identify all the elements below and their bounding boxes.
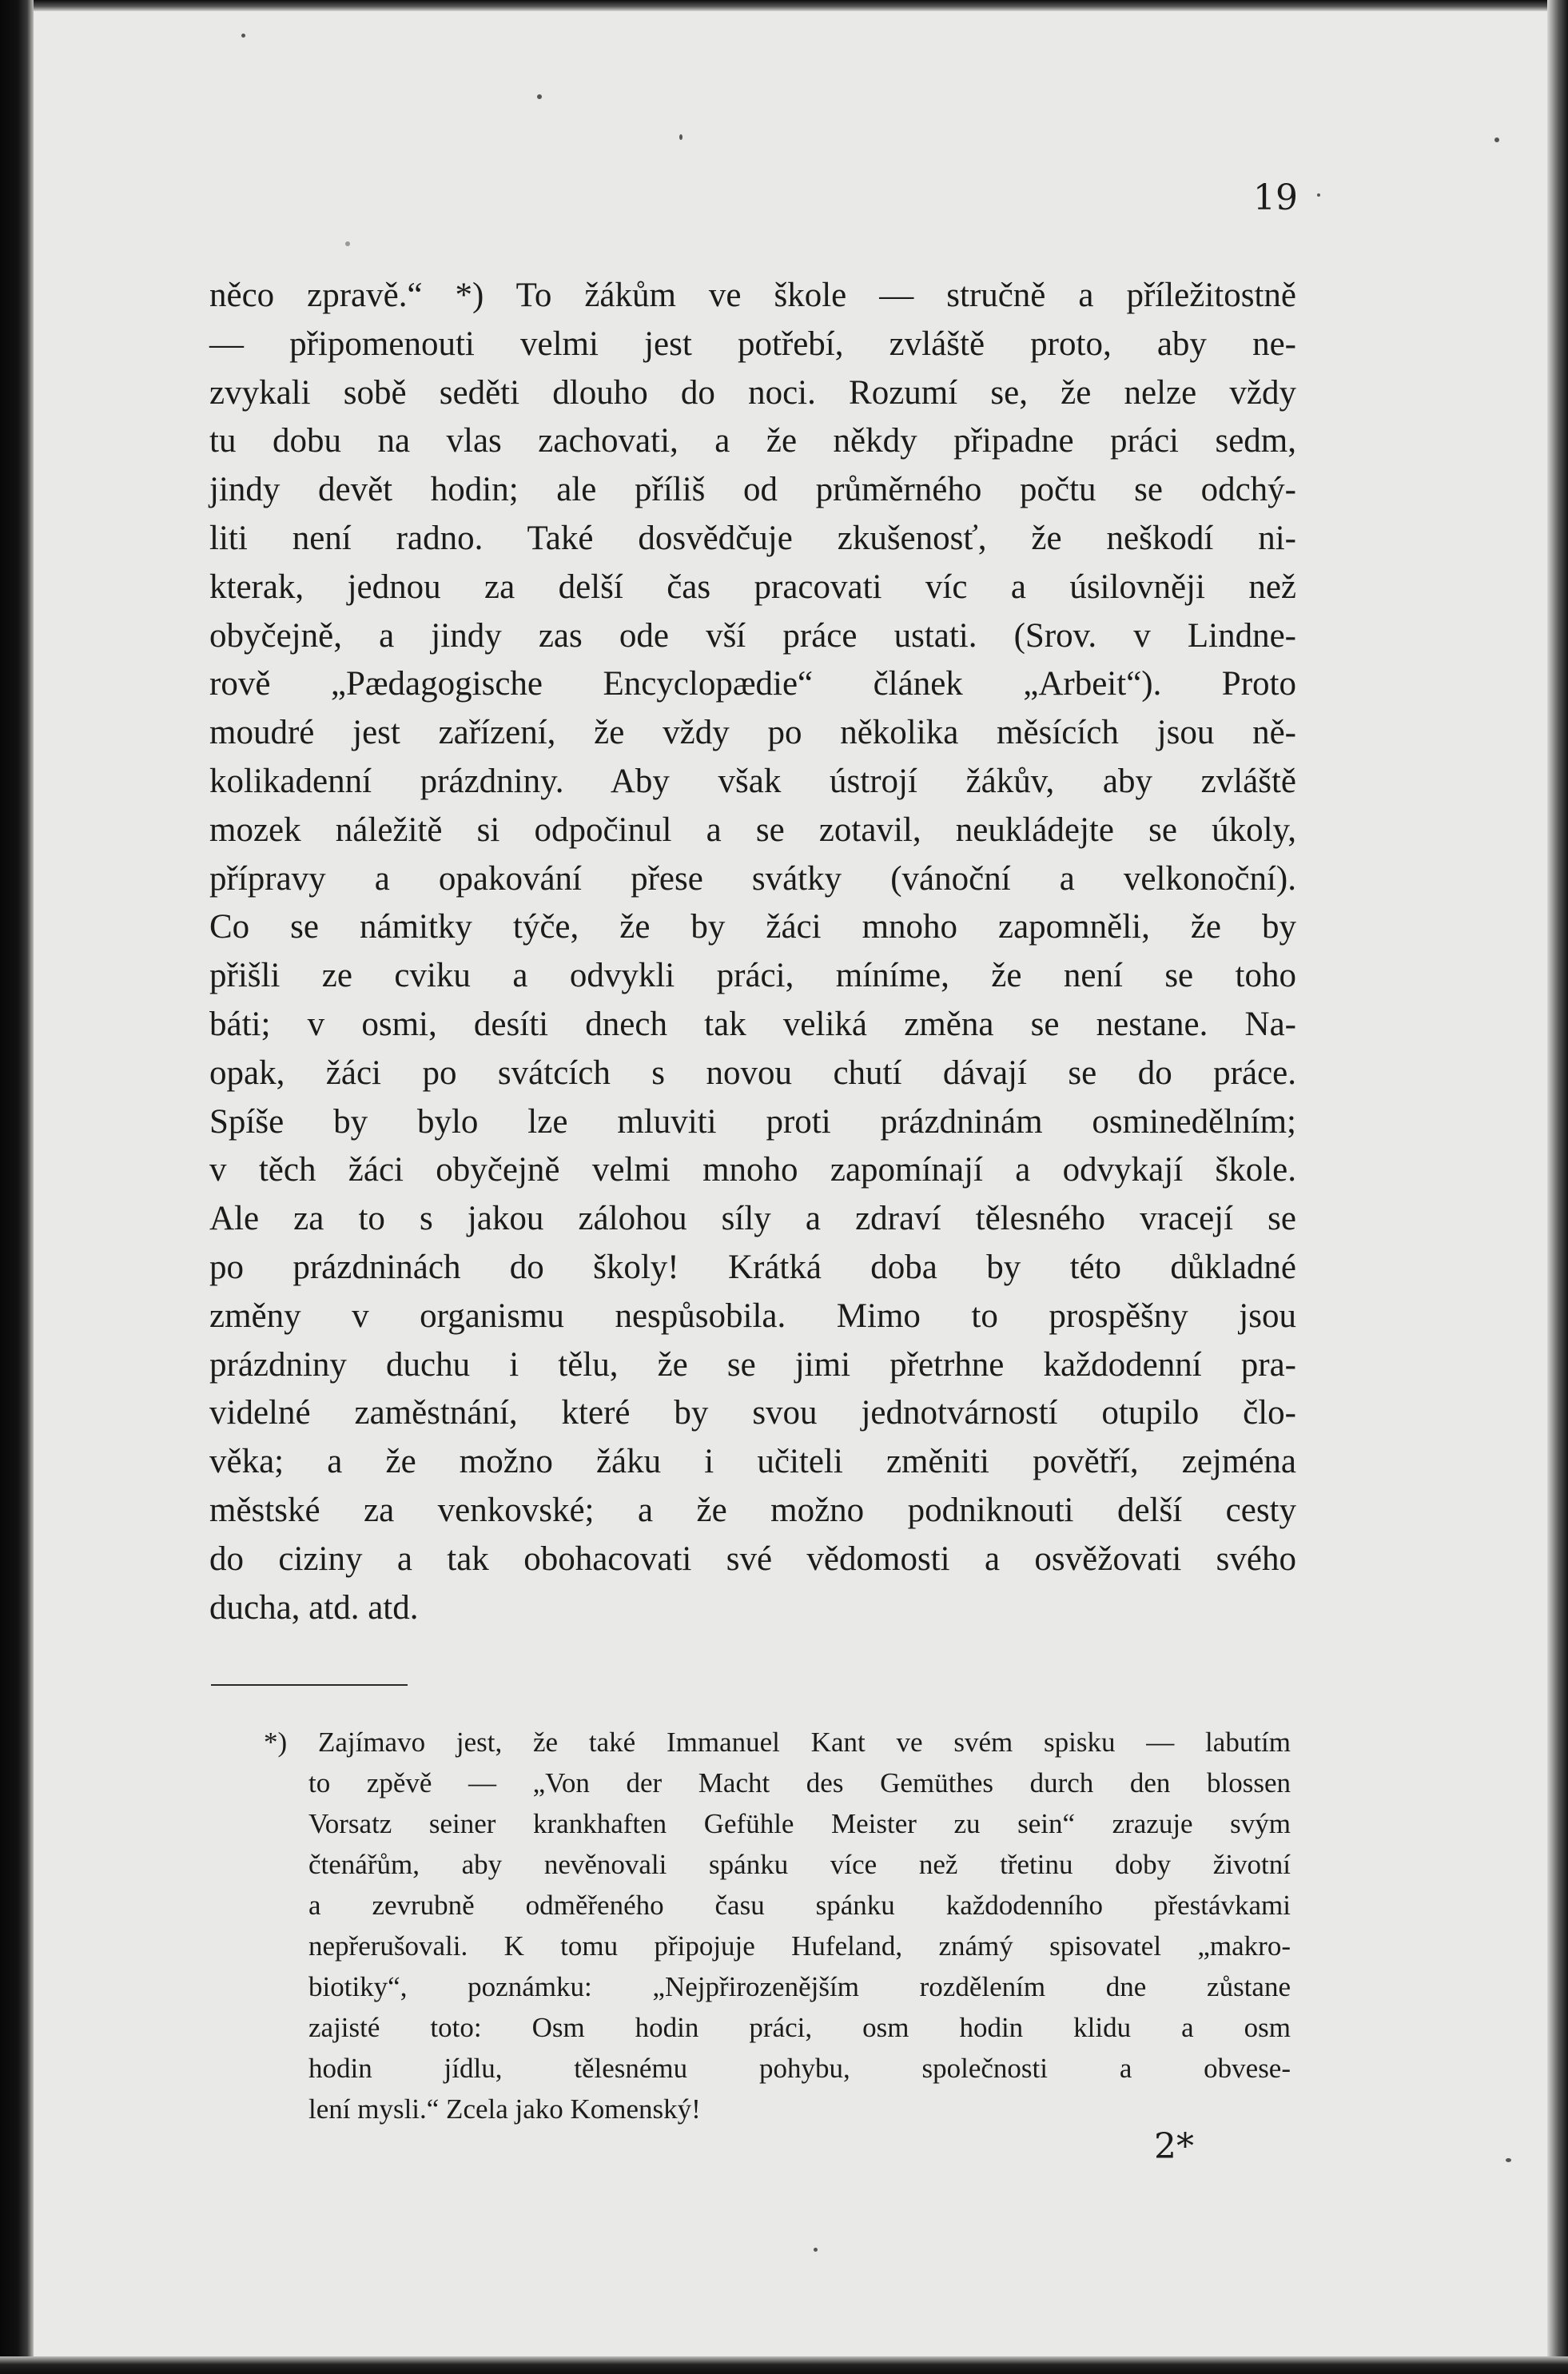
body-line: něco zpravě.“ *) To žákům ve škole — stručně a příležitostně [209,277,1296,314]
body-line: kolikadenní prázdniny. Aby však ústrojí žákův, aby zvláště [209,762,1296,800]
scan-speck [814,2248,818,2252]
page-bottom-edge [0,2356,1568,2374]
footnote-line: čtenářům, aby nevěnovali spánku více než třetinu doby životní [308,1849,1291,1880]
body-line: kterak, jednou za delší čas pracovati víc a úsilovněji než [209,568,1296,606]
body-line: do ciziny a tak obohacovati své vědomosti a osvěžovati svého [209,1540,1296,1578]
body-line: obyčejně, a jindy zas ode vší práce ustati. (Srov. v Lindne- [209,616,1296,655]
body-line: prázdniny duchu i tělu, že se jimi přetrhne každodenní pra- [209,1345,1296,1384]
page-top-edge [0,0,1568,11]
scan-speck [537,94,542,99]
body-line: Spíše by bylo lze mluviti proti prázdninám osminedělním; [209,1102,1296,1141]
scan-speck [679,134,683,140]
body-paragraph [209,272,1296,1632]
body-line: Ale za to s jakou zálohou síly a zdraví tělesného vracejí se [209,1200,1296,1238]
body-line: změny v organismu nespůsobila. Mimo to prospěšny jsou [209,1297,1296,1335]
body-line: rově „Pædagogische Encyclopædie“ článek „Arbeit“). Proto [209,665,1296,703]
footnote [264,1722,1291,2129]
body-line: v těch žáci obyčejně velmi mnoho zapomínají a odvykají škole. [209,1151,1296,1189]
page-right-edge [1547,0,1568,2374]
scan-speck [1506,2158,1511,2162]
body-line: — připomenouti velmi jest potřebí, zvláště proto, aby ne- [209,325,1296,363]
body-line: moudré jest zařízení, že vždy po několika měsících jsou ně- [209,714,1296,752]
body-line: mozek náležitě si odpočinul a se zotavil, neukládejte se úkoly, [209,811,1296,849]
body-line: přípravy a opakování přese svátky (vánoční a velkonoční). [209,859,1296,898]
body-line: městské za venkovské; a že možno podniknouti delší cesty [209,1491,1296,1529]
body-line-last: ducha, atd. atd. [209,1588,419,1627]
footnote-line: biotiky“, poznámku: „Nejpřirozenějším rozdělením dne zůstane [308,1971,1291,2002]
body-line: videlné zaměstnání, které by svou jednotvárností otupilo člo- [209,1394,1296,1432]
body-line: báti; v osmi, desíti dnech tak veliká změna se nestane. Na- [209,1005,1296,1043]
body-line: tu dobu na vlas zachovati, a že někdy připadne práci sedm, [209,422,1296,460]
footnote-divider [211,1684,408,1686]
footnote-line: nepřerušovali. K tomu připojuje Hufeland, známý spisovatel „makro- [308,1930,1291,1962]
signature-mark: 2* [1154,2126,1194,2167]
scan-speck [241,34,245,38]
body-line: přišli ze cviku a odvykli práci, míníme, že není se toho [209,957,1296,995]
scan-speck [345,241,350,246]
body-line: zvykali sobě seděti dlouho do noci. Rozumí se, že nelze vždy [209,373,1296,412]
body-line: opak, žáci po svátcích s novou chutí dávají se do práce. [209,1054,1296,1092]
page-left-edge [0,0,34,2374]
body-line: věka; a že možno žáku i učiteli změniti povětří, zejména [209,1443,1296,1481]
footnote-line: *) Zajímavo jest, že také Immanuel Kant ve svém spisku — labutím [264,1727,1291,1758]
body-line: liti není radno. Také dosvědčuje zkušenosť, že neškodí ni- [209,519,1296,557]
body-line: po prázdninách do školy! Krátká doba by této důkladné [209,1248,1296,1286]
body-line: Co se námitky týče, že by žáci mnoho zapomněli, že by [209,908,1296,946]
scan-speck [1317,193,1320,197]
page-number: 19 [1253,177,1298,218]
footnote-line: zajisté toto: Osm hodin práci, osm hodin klidu a osm [308,2012,1291,2043]
body-line: jindy devět hodin; ale příliš od průměrného počtu se odchý- [209,471,1296,509]
footnote-line: to zpěvě — „Von der Macht des Gemüthes durch den blossen [308,1767,1291,1798]
scan-speck [1494,137,1499,142]
footnote-line: Vorsatz seiner krankhaften Gefühle Meister zu sein“ zrazuje svým [308,1808,1291,1839]
footnote-line: hodin jídlu, tělesnému pohybu, společnosti a obvese- [308,2053,1291,2084]
footnote-line: a zevrubně odměřeného času spánku každodenního přestávkami [308,1890,1291,1921]
footnote-line-last: lení mysli.“ Zcela jako Komenský! [308,2093,701,2125]
